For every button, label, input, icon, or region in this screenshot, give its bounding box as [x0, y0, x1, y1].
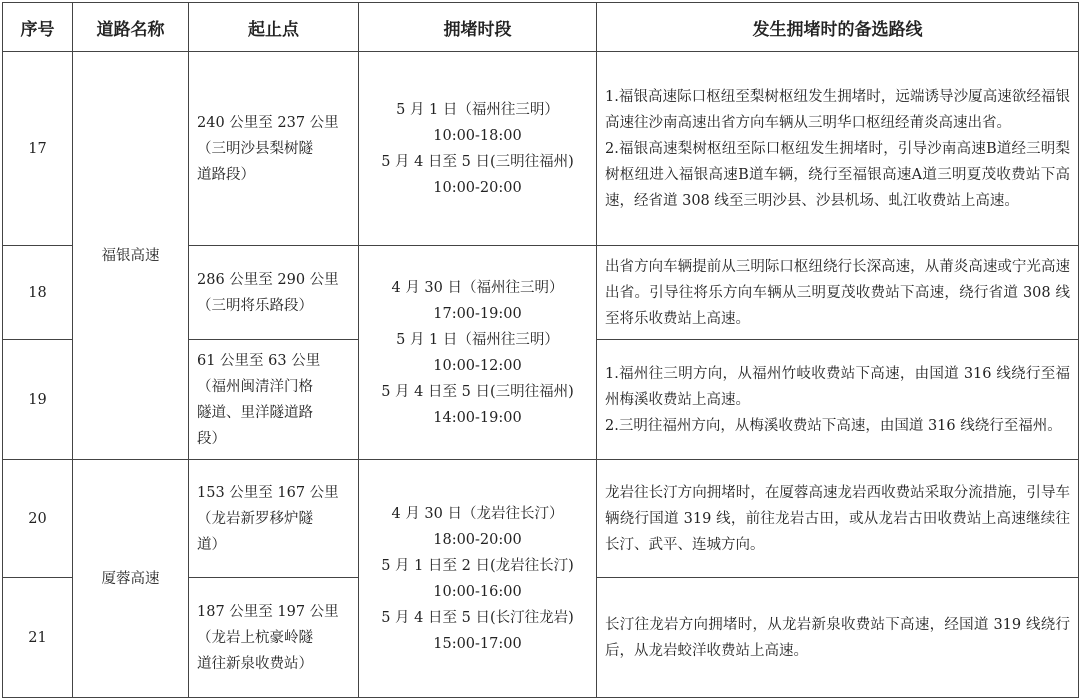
start-end-cell — [189, 460, 359, 578]
range-line: 段） — [197, 430, 226, 447]
time-line: 10:00-16:00 — [433, 583, 522, 600]
range-line: （福州闽清洋门格 — [197, 378, 313, 395]
alternate-route-cell — [597, 340, 1079, 460]
range-line: （三明沙县梨树隧 — [197, 140, 313, 157]
road-name: 福银高速 — [73, 52, 189, 460]
header-range: 起止点 — [189, 3, 359, 52]
alternate-route-cell — [597, 246, 1079, 340]
congestion-table — [2, 2, 1079, 698]
route-paragraph: 龙岩往长汀方向拥堵时，在厦蓉高速龙岩西收费站采取分流措施，引导车辆绕行国道 319 线，前往龙岩古田，或从龙岩古田收费站上高速继续往长汀、武平、连城方向。 — [605, 484, 1070, 553]
time-line: 14:00-19:00 — [433, 409, 522, 426]
row-number: 17 — [3, 52, 73, 246]
time-cell — [359, 460, 597, 698]
route-paragraph: 1.福银高速际口枢纽至梨树枢纽发生拥堵时，远端诱导沙厦高速欲经福银高速往沙南高速出省方向车辆从三明华口枢纽经莆炎高速出省。 — [605, 88, 1070, 131]
start-end-cell — [189, 578, 359, 698]
time-line: 5 月 1 日（福州往三明） — [396, 331, 559, 348]
range-line: （龙岩新罗移炉隧 — [197, 510, 313, 527]
table-row — [3, 460, 1079, 578]
range-line: 240 公里至 237 公里 — [197, 114, 339, 131]
time-line: 10:00-12:00 — [433, 357, 522, 374]
range-line: 隧道、里洋隧道路 — [197, 404, 313, 421]
header-alternate: 发生拥堵时的备选路线 — [597, 3, 1079, 52]
time-line: 4 月 30 日（龙岩往长汀） — [391, 505, 564, 522]
time-line: 5 月 1 日至 2 日(龙岩往长汀) — [381, 557, 574, 574]
route-paragraph: 长汀往龙岩方向拥堵时，从龙岩新泉收费站下高速，经国道 319 线绕行后，从龙岩蛟洋收费站上高速。 — [605, 616, 1070, 659]
road-name: 厦蓉高速 — [73, 460, 189, 698]
header-road: 道路名称 — [73, 3, 189, 52]
time-line: 17:00-19:00 — [433, 305, 522, 322]
route-paragraph: 1.福州往三明方向，从福州竹岐收费站下高速，由国道 316 线绕行至福州梅溪收费站上高速。 — [605, 365, 1070, 408]
time-line: 5 月 4 日至 5 日(三明往福州) — [381, 153, 574, 170]
start-end-cell — [189, 246, 359, 340]
range-line: 286 公里至 290 公里 — [197, 271, 339, 288]
range-line: 道路段） — [197, 166, 255, 183]
table-row — [3, 52, 1079, 246]
alternate-route-cell — [597, 578, 1079, 698]
route-paragraph: 2.三明往福州方向，从梅溪收费站下高速，由国道 316 线绕行至福州。 — [605, 417, 1062, 434]
time-line: 5 月 1 日（福州往三明） — [396, 101, 559, 118]
time-line: 10:00-20:00 — [433, 179, 522, 196]
time-line: 15:00-17:00 — [433, 635, 522, 652]
range-line: 道） — [197, 536, 226, 553]
range-line: （三明将乐路段） — [197, 297, 313, 314]
range-line: 187 公里至 197 公里 — [197, 603, 339, 620]
range-line: （龙岩上杭豪岭隧 — [197, 629, 313, 646]
time-cell — [359, 246, 597, 460]
start-end-cell — [189, 340, 359, 460]
header-row — [3, 3, 1079, 52]
header-time: 拥堵时段 — [359, 3, 597, 52]
time-line: 10:00-18:00 — [433, 127, 522, 144]
range-line: 61 公里至 63 公里 — [197, 352, 321, 369]
range-line: 153 公里至 167 公里 — [197, 484, 339, 501]
row-number: 18 — [3, 246, 73, 340]
start-end-cell — [189, 52, 359, 246]
route-paragraph: 出省方向车辆提前从三明际口枢纽绕行长深高速，从莆炎高速或宁光高速出省。引导往将乐方向车辆从三明夏茂收费站下高速，绕行省道 308 线至将乐收费站上高速。 — [605, 258, 1070, 327]
row-number: 20 — [3, 460, 73, 578]
row-number: 19 — [3, 340, 73, 460]
alternate-route-cell — [597, 460, 1079, 578]
time-line: 4 月 30 日（福州往三明） — [391, 279, 564, 296]
time-line: 18:00-20:00 — [433, 531, 522, 548]
row-number: 21 — [3, 578, 73, 698]
header-no: 序号 — [3, 3, 73, 52]
range-line: 道往新泉收费站） — [197, 655, 313, 672]
time-line: 5 月 4 日至 5 日(长汀往龙岩) — [381, 609, 574, 626]
time-line: 5 月 4 日至 5 日(三明往福州) — [381, 383, 574, 400]
alternate-route-cell — [597, 52, 1079, 246]
route-paragraph: 2.福银高速梨树枢纽至际口枢纽发生拥堵时，引导沙南高速B道经三明梨树枢纽进入福银高速B道车辆，绕行至福银高速A道三明夏茂收费站下高速，经省道 308 线至三明沙县、沙县机场、虬江收费站上高速。 — [605, 140, 1070, 209]
time-cell — [359, 52, 597, 246]
